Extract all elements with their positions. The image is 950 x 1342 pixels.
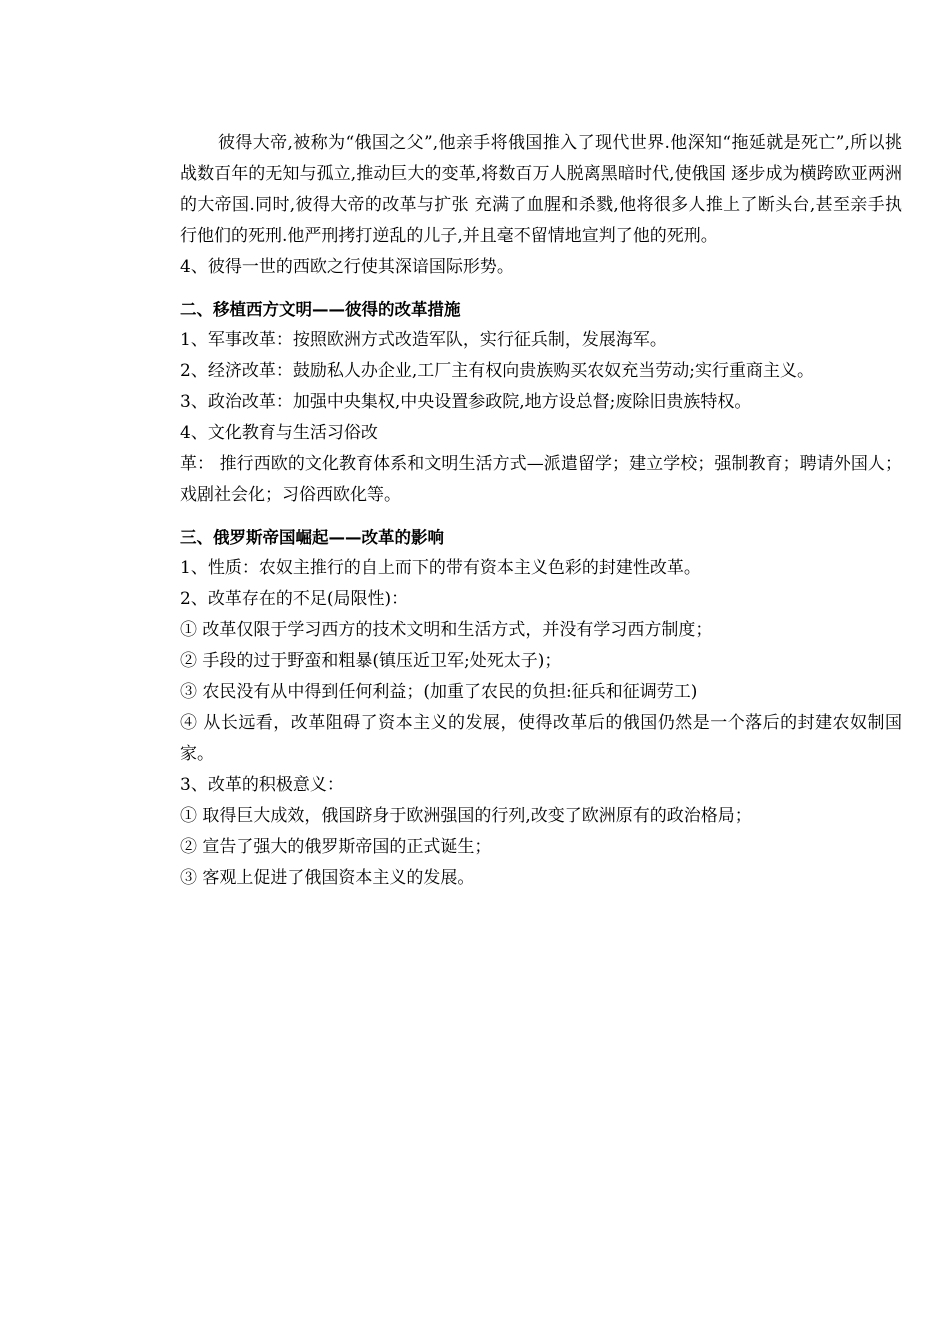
section-3-limit-2: ② 手段的过于野蛮和粗暴(镇压近卫军;处死太子)； — [180, 651, 562, 671]
intro-item-4: 4、彼得一世的西欧之行使其深谙国际形势。 — [180, 257, 514, 277]
section-2-item-4: 4、文化教育与生活习俗改 — [180, 423, 378, 443]
section-3-positive-3: ③ 客观上促进了俄国资本主义的发展。 — [180, 868, 475, 888]
intro-paragraph: 彼得大帝,被称为“俄国之父”,他亲手将俄国推入了现代世界.他深知“拖延就是死亡”,所以挑战数百年的无知与孤立,推动巨大的变革,将数百万人脱离黑暗时代,使俄国 逐步成为横跨欧亚两洲的大帝国.同时,彼得大帝的改革与扩张 充满了血腥和杀戮,他将很多人推上了断头台,甚至亲手执行他们的死刑.他严刑拷打逆乱的儿子,并且毫不留情地宣判了他的死刑。 — [180, 133, 902, 246]
section-2-heading: 二、移植西方文明——彼得的改革措施 — [180, 300, 461, 319]
section-3-limit-4: ④ 从长远看，改革阻碍了资本主义的发展，使得改革后的俄国仍然是一个落后的封建农奴制国家。 — [180, 713, 902, 764]
section-2-item-2: 2、经济改革：鼓励私人办企业,工厂主有权向贵族购买农奴充当劳动;实行重商主义。 — [180, 361, 814, 381]
section-3-limit-1: ① 改革仅限于学习西方的技术文明和生活方式，并没有学习西方制度； — [180, 620, 713, 640]
section-2-item-3: 3、政治改革：加强中央集权,中央设置参政院,地方设总督;废除旧贵族特权。 — [180, 392, 752, 412]
section-3-nature: 1、性质：农奴主推行的自上而下的带有资本主义色彩的封建性改革。 — [180, 558, 701, 578]
document-page — [180, 128, 902, 894]
section-2-item-1: 1、军事改革：按照欧洲方式改造军队，实行征兵制，发展海军。 — [180, 330, 667, 350]
section-3-limits-title: 2、改革存在的不足(局限性)： — [180, 589, 409, 609]
section-3-positive-2: ② 宣告了强大的俄罗斯帝国的正式诞生； — [180, 837, 492, 857]
section-3-limit-3: ③ 农民没有从中得到任何利益；(加重了农民的负担:征兵和征调劳工) — [180, 682, 698, 702]
section-3-heading: 三、俄罗斯帝国崛起——改革的影响 — [180, 528, 444, 547]
section-3-positive-title: 3、改革的积极意义： — [180, 775, 344, 795]
section-3-positive-1: ① 取得巨大成效，俄国跻身于欧洲强国的行列,改变了欧洲原有的政治格局； — [180, 806, 752, 826]
section-2-item-4-continuation: 革： 推行西欧的文化教育体系和文明生活方式—派遣留学；建立学校；强制教育；聘请外国人；戏剧社会化；习俗西欧化等。 — [180, 454, 902, 505]
